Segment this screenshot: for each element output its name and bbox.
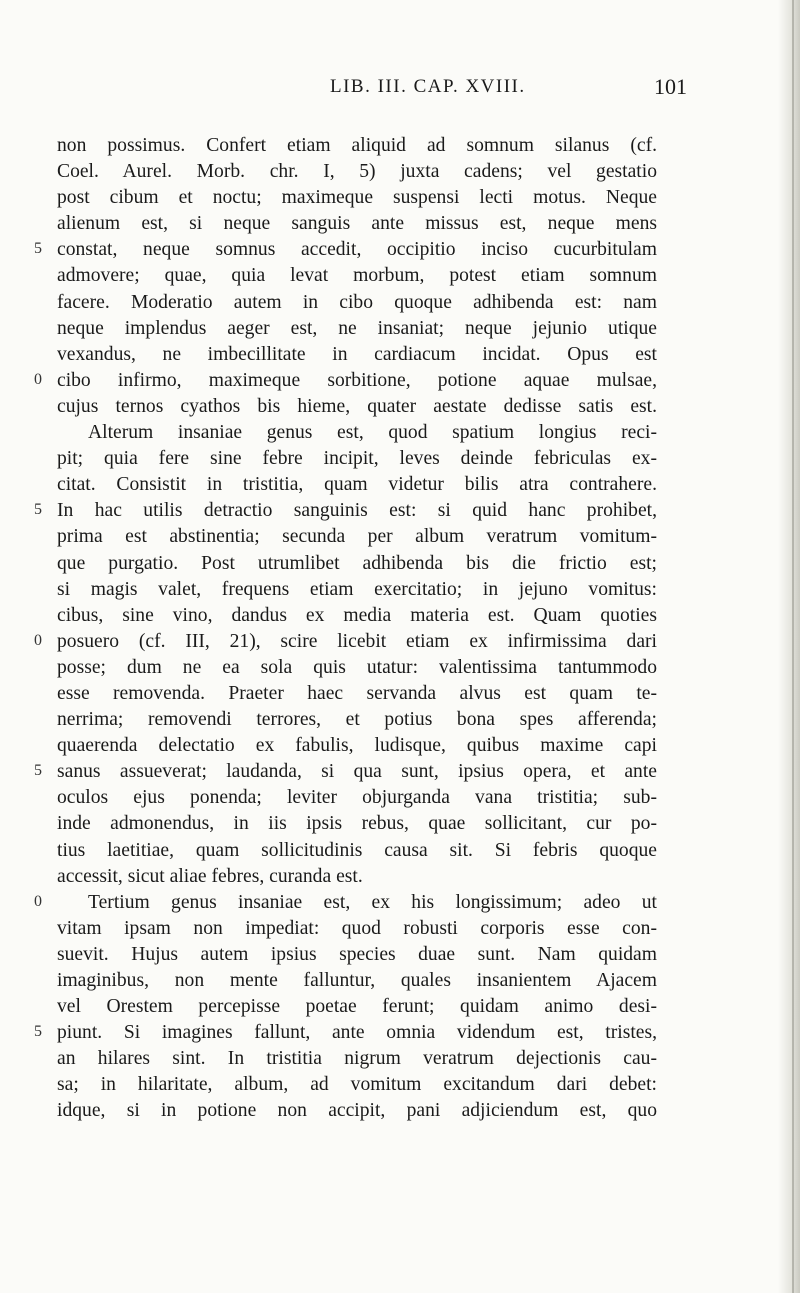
text-line [0, 420, 800, 446]
text-line [0, 1020, 800, 1046]
line-text: prima est abstinentia; secunda per album veratrum vomitum- [57, 526, 657, 548]
line-text: nerrima; removendi terrores, et potius bona spes afferenda; [57, 709, 657, 731]
line-number: 0 [34, 892, 42, 910]
text-line [0, 785, 800, 811]
text-line [0, 1098, 800, 1124]
text-line [0, 290, 800, 316]
running-head: LIB. III. CAP. XVIII. [330, 76, 526, 97]
text-line [0, 1072, 800, 1098]
text-line [0, 681, 800, 707]
line-text: sa; in hilaritate, album, ad vomitum excitandum dari debet: [57, 1074, 657, 1096]
line-text: constat, neque somnus accedit, occipitio inciso cucurbitulam [57, 239, 657, 261]
line-text: imaginibus, non mente falluntur, quales insanientem Ajacem [57, 970, 657, 991]
line-text: piunt. Si imagines fallunt, ante omnia videndum est, tristes, [57, 1022, 657, 1044]
text-line [0, 159, 800, 185]
line-number: 0 [34, 631, 42, 649]
text-line [0, 707, 800, 733]
line-text: posuero (cf. III, 21), scire licebit etiam ex infirmissima dari [57, 630, 657, 652]
line-text: non possimus. Confert etiam aliquid ad somnum silanus (cf. [57, 135, 657, 156]
text-line [0, 237, 800, 263]
line-text: oculos ejus ponenda; leviter objurganda vana tristitia; sub- [57, 787, 657, 809]
line-text: accessit, sicut aliae febres, curanda est. [57, 865, 363, 887]
text-line [0, 864, 800, 890]
page-number: 101 [654, 74, 687, 99]
text-line [0, 629, 800, 655]
line-text: suevit. Hujus autem ipsius species duae sunt. Nam quidam [57, 943, 657, 965]
text-line [0, 133, 800, 159]
text-line [0, 263, 800, 289]
text-line [0, 811, 800, 837]
line-number: 5 [34, 1023, 42, 1041]
line-number: 5 [34, 762, 42, 780]
line-number: 0 [34, 370, 42, 388]
text-line [0, 759, 800, 785]
line-text: an hilares sint. In tristitia nigrum veratrum dejectionis cau- [57, 1048, 657, 1070]
text-line [0, 211, 800, 237]
line-text: cibus, sine vino, dandus ex media materia est. Quam quoties [57, 604, 657, 626]
text-line [0, 316, 800, 342]
line-text: si magis valet, frequens etiam exercitatio; in jejuno vomitus: [57, 578, 657, 600]
line-text: citat. Consistit in tristitia, quam videtur bilis atra contrahere. [57, 474, 657, 496]
line-text: inde admonendus, in iis ipsis rebus, quae sollicitant, cur po- [57, 813, 657, 835]
line-text: vel Orestem percepisse poetae ferunt; quidam animo desi- [57, 996, 657, 1018]
text-line [0, 498, 800, 524]
body-text [0, 133, 800, 1125]
line-text: Alterum insaniae genus est, quod spatium longius reci- [88, 422, 657, 444]
text-line [0, 733, 800, 759]
line-text: esse removenda. Praeter haec servanda alvus est quam te- [57, 682, 657, 704]
text-line [0, 655, 800, 681]
text-line [0, 838, 800, 864]
line-text: quaerenda delectatio ex fabulis, ludisque, quibus maxime capi [57, 735, 657, 757]
text-line [0, 368, 800, 394]
text-line [0, 551, 800, 577]
text-line [0, 603, 800, 629]
line-text: posse; dum ne ea sola quis utatur: valentissima tantummodo [57, 656, 657, 678]
line-text: tius laetitiae, quam sollicitudinis causa sit. Si febris quoque [57, 839, 657, 861]
line-text: cujus ternos cyathos bis hieme, quater aestate dedisse satis est. [57, 395, 657, 417]
text-line [0, 446, 800, 472]
line-text: alienum est, si neque sanguis ante missus est, neque mens [57, 213, 657, 235]
text-line [0, 394, 800, 420]
line-text: facere. Moderatio autem in cibo quoque adhibenda est: nam [57, 291, 657, 313]
text-line [0, 185, 800, 211]
text-line [0, 968, 800, 994]
line-text: neque implendus aeger est, ne insaniat; neque jejunio utique [57, 317, 657, 339]
text-line [0, 890, 800, 916]
text-line [0, 916, 800, 942]
line-text: post cibum et noctu; maximeque suspensi lecti motus. Neque [57, 187, 657, 209]
text-line [0, 1046, 800, 1072]
line-text: In hac utilis detractio sanguinis est: si quid hanc prohibet, [57, 500, 657, 522]
line-text: idque, si in potione non accipit, pani adjiciendum est, quo [57, 1100, 657, 1122]
line-text: Coel. Aurel. Morb. chr. I, 5) juxta cadens; vel gestatio [57, 161, 657, 183]
text-line [0, 994, 800, 1020]
line-text: pit; quia fere sine febre incipit, leves deinde febriculas ex- [57, 448, 657, 470]
text-line [0, 524, 800, 550]
page-header [0, 66, 800, 106]
line-number: 5 [34, 501, 42, 519]
line-text: admovere; quae, quia levat morbum, potest etiam somnum [57, 265, 657, 287]
line-number: 5 [34, 240, 42, 258]
line-text: que purgatio. Post utrumlibet adhibenda bis die frictio est; [57, 552, 657, 574]
line-text: sanus assueverat; laudanda, si qua sunt, ipsius opera, et ante [57, 761, 657, 783]
line-text: vexandus, ne imbecillitate in cardiacum incidat. Opus est [57, 343, 657, 365]
text-line [0, 942, 800, 968]
line-text: cibo infirmo, maximeque sorbitione, potione aquae mulsae, [57, 369, 657, 391]
line-text: vitam ipsam non impediat: quod robusti corporis esse con- [57, 917, 657, 939]
text-line [0, 342, 800, 368]
text-line [0, 577, 800, 603]
line-text: Tertium genus insaniae est, ex his longissimum; adeo ut [88, 891, 657, 913]
text-line [0, 472, 800, 498]
